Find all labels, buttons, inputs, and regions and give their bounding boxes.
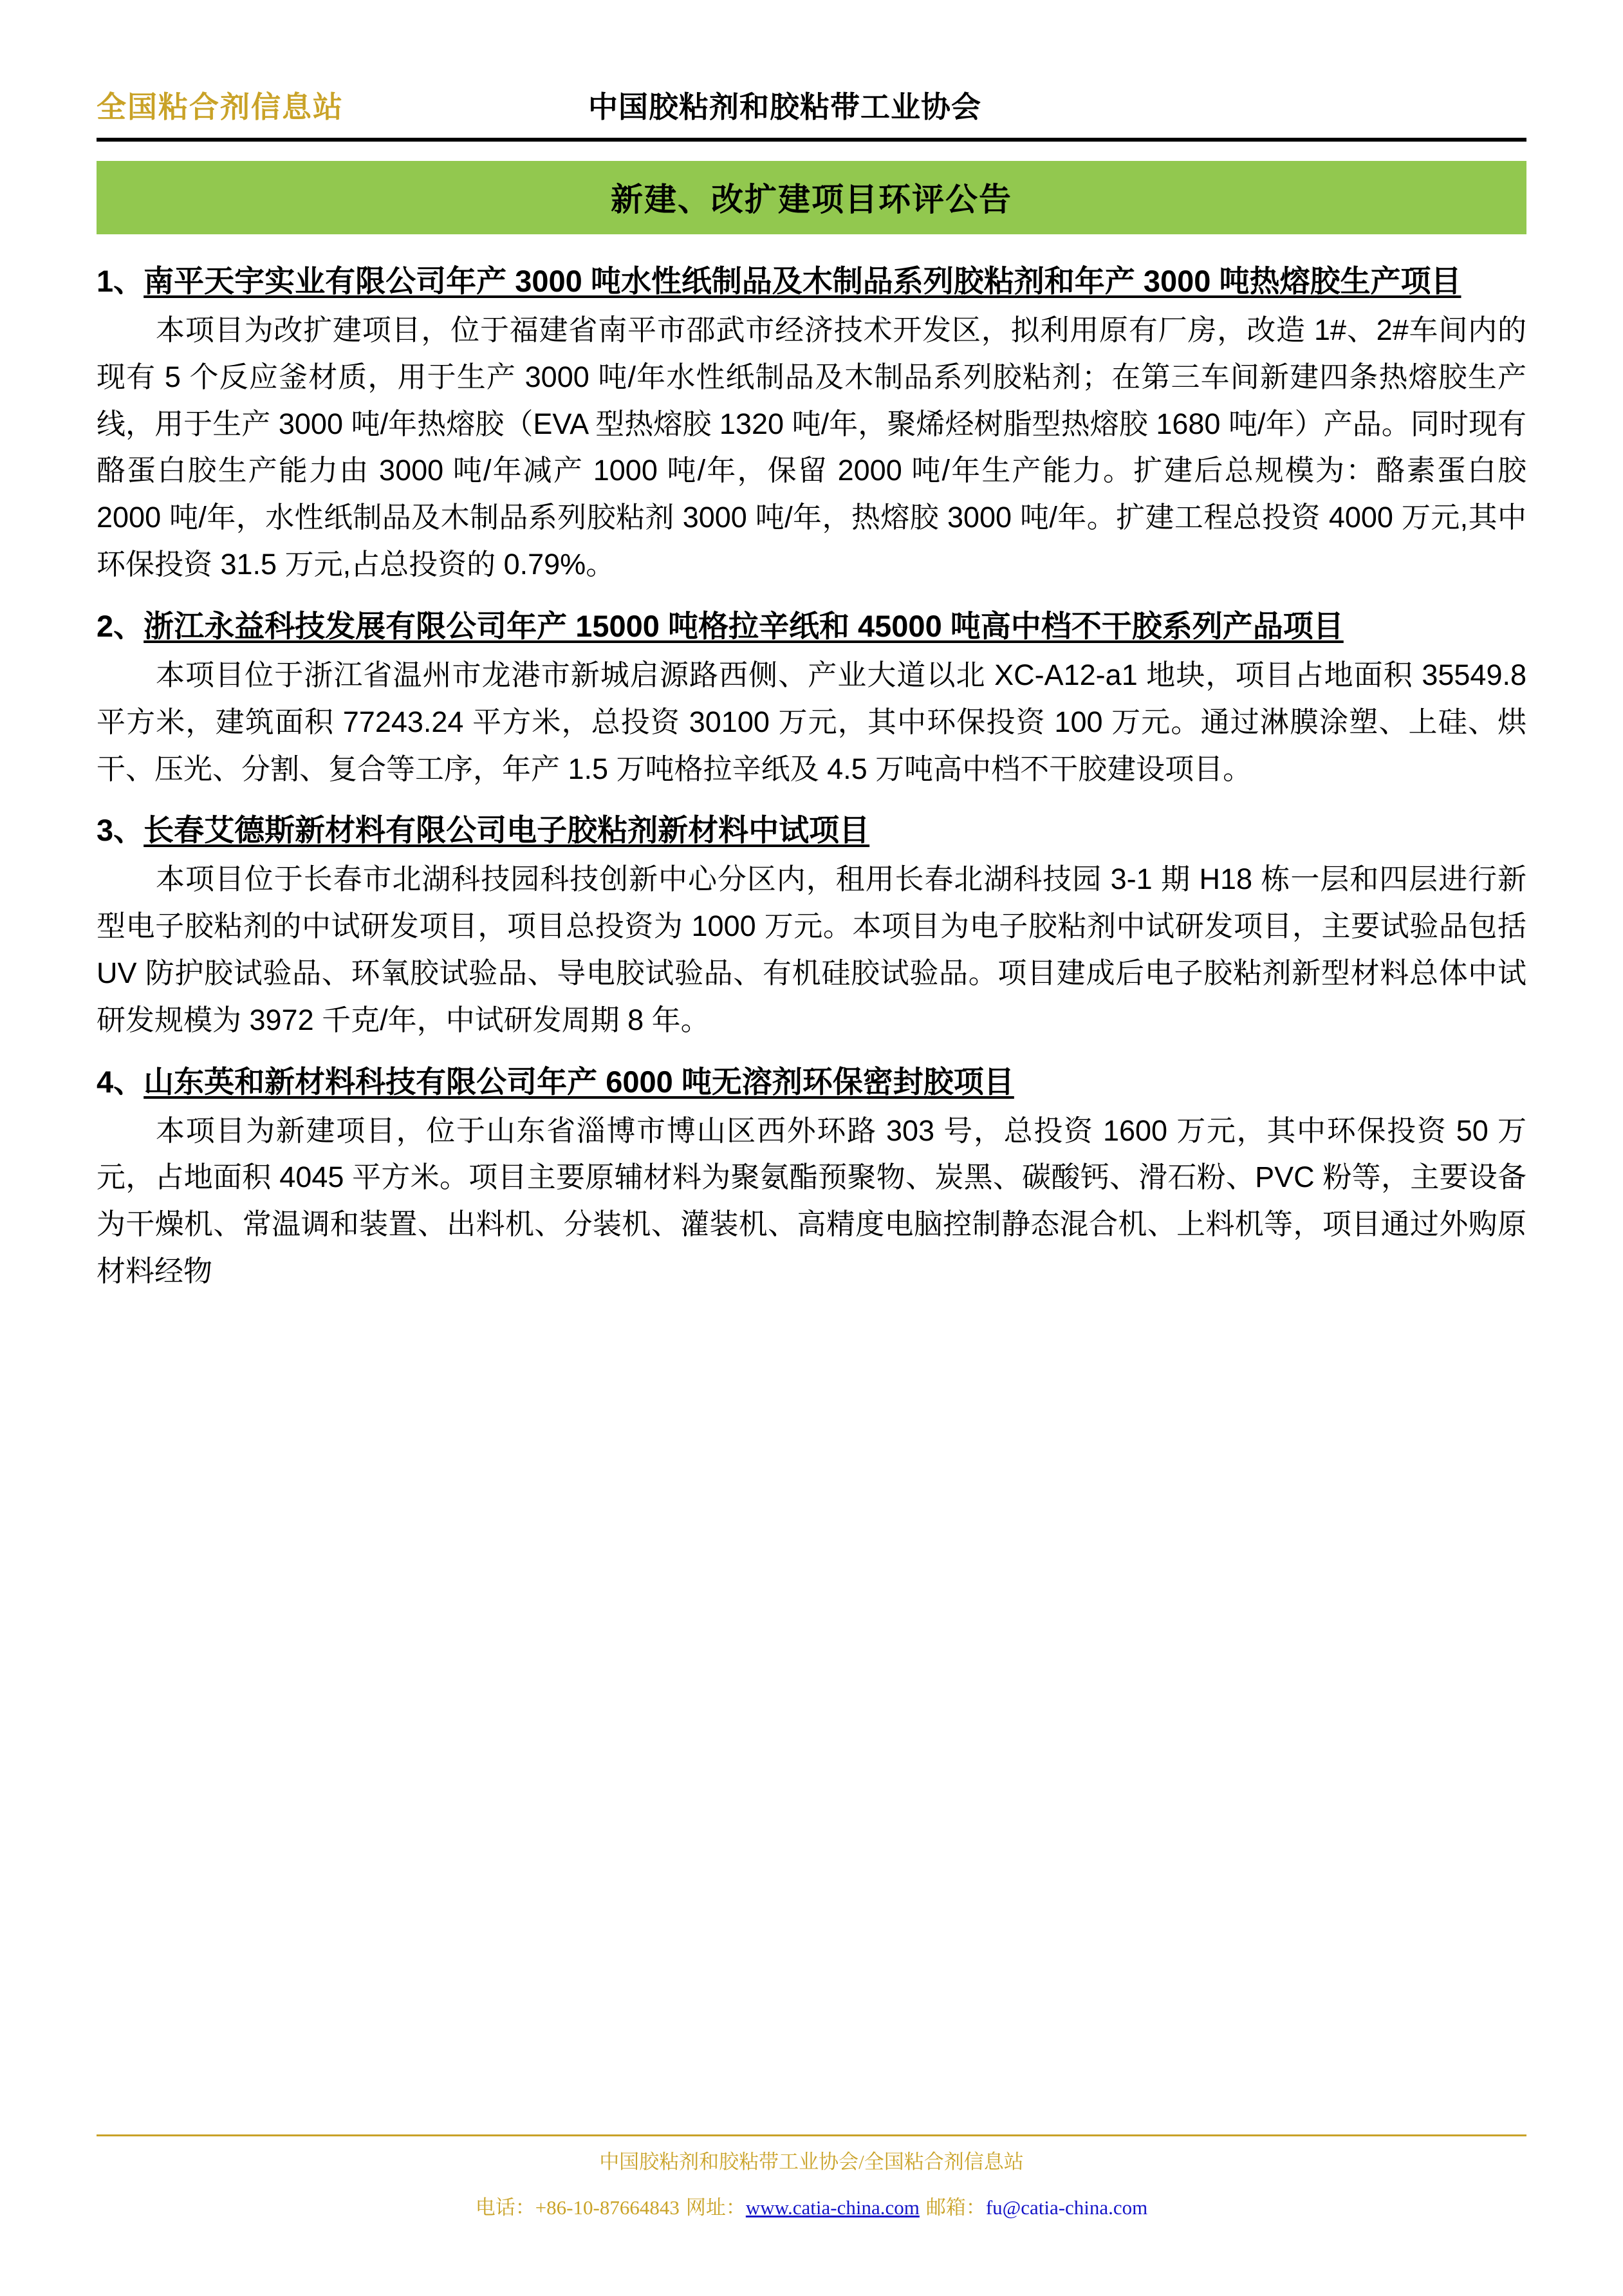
project-title: 浙江永益科技发展有限公司年产 15000 吨格拉辛纸和 45000 吨高中档不干胶系列产品项目	[144, 609, 1344, 644]
project-body: 本项目位于浙江省温州市龙港市新城启源路西侧、产业大道以北 XC-A12-a1 地块，项目占地面积 35549.8 平方米，建筑面积 77243.24 平方米，总投资 30100 万元，其中环保投资 100 万元。通过淋膜涂塑、上硅、烘干、压光、分割、复合等工序，年产 1.5 万吨格拉辛纸及 4.5 万吨高中档不干胶建设项目。	[97, 658, 1526, 785]
project-body: 本项目为新建项目，位于山东省淄博市博山区西外环路 303 号，总投资 1600 万元，其中环保投资 50 万元，占地面积 4045 平方米。项目主要原辅材料为聚氨酯预聚物、炭黑、碳酸钙、滑石粉、PVC 粉等，主要设备为干燥机、常温调和装置、出料机、分装机、灌装机、高精度电脑控制静态混合机、上料机等，项目通过外购原材料经物	[97, 1114, 1526, 1288]
project-heading	[97, 605, 1526, 648]
footer-email-link[interactable]: fu@catia-china.com	[985, 2196, 1148, 2219]
project-body: 本项目位于长春市北湖科技园科技创新中心分区内，租用长春北湖科技园 3-1 期 H18 栋一层和四层进行新型电子胶粘剂的中试研发项目，项目总投资为 1000 万元。本项目为电子胶粘剂中试研发项目，主要试验品包括 UV 防护胶试验品、环氧胶试验品、导电胶试验品、有机硅胶试验品。项目建成后电子胶粘剂新型材料总体中试研发规模为 3972 千克/年，中试研发周期 8 年。	[97, 863, 1526, 1036]
project-title: 长春艾德斯新材料有限公司电子胶粘剂新材料中试项目	[144, 813, 870, 848]
project-entry	[97, 1061, 1526, 1295]
page-masthead	[97, 84, 1526, 142]
project-number: 1、	[97, 264, 144, 298]
project-heading	[97, 260, 1526, 303]
footer-website-link[interactable]: www.catia-china.com	[745, 2196, 920, 2219]
footer-phone-label: 电话：	[475, 2196, 535, 2219]
project-title: 山东英和新材料科技有限公司年产 6000 吨无溶剂环保密封胶项目	[144, 1064, 1014, 1099]
masthead-right-title: 中国胶粘剂和胶粘带工业协会	[588, 91, 981, 124]
section-banner	[97, 161, 1526, 234]
footer-phone: +86-10-87664843	[535, 2196, 680, 2219]
project-title: 南平天宇实业有限公司年产 3000 吨水性纸制品及木制品系列胶粘剂和年产 3000 吨热熔胶生产项目	[144, 264, 1461, 298]
project-heading	[97, 1061, 1526, 1104]
footer-divider	[97, 2134, 1526, 2136]
project-body: 本项目为改扩建项目，位于福建省南平市邵武市经济技术开发区，拟利用原有厂房，改造 1#、2#车间内的现有 5 个反应釜材质，用于生产 3000 吨/年水性纸制品及木制品系列胶粘剂；在第三车间新建四条热熔胶生产线，用于生产 3000 吨/年热熔胶（EVA 型热熔胶 1320 吨/年，聚烯烃树脂型热熔胶 1680 吨/年）产品。同时现有酪蛋白胶生产能力由 3000 吨/年减产 1000 吨/年，保留 2000 吨/年生产能力。扩建后总规模为：酪素蛋白胶 2000 吨/年，水性纸制品及木制品系列胶粘剂 3000 吨/年，热熔胶 3000 吨/年。扩建工程总投资 4000 万元,其中环保投资 31.5 万元,占总投资的 0.79%。	[97, 313, 1526, 581]
project-number: 2、	[97, 609, 144, 644]
project-number: 3、	[97, 813, 144, 848]
project-entry	[97, 260, 1526, 588]
banner-title: 新建、改扩建项目环评公告	[611, 182, 1012, 218]
project-number: 4、	[97, 1064, 144, 1099]
project-entry	[97, 809, 1526, 1043]
footer-site-label: 网址：	[685, 2196, 746, 2219]
footer-organization: 中国胶粘剂和胶粘带工业协会/全国粘合剂信息站	[599, 2151, 1024, 2173]
footer-contact	[97, 2191, 1526, 2220]
masthead-left-title: 全国粘合剂信息站	[97, 91, 344, 124]
footer-email-label: 邮箱：	[925, 2196, 986, 2219]
project-heading	[97, 809, 1526, 852]
page-footer	[97, 2134, 1526, 2220]
project-entry	[97, 605, 1526, 792]
